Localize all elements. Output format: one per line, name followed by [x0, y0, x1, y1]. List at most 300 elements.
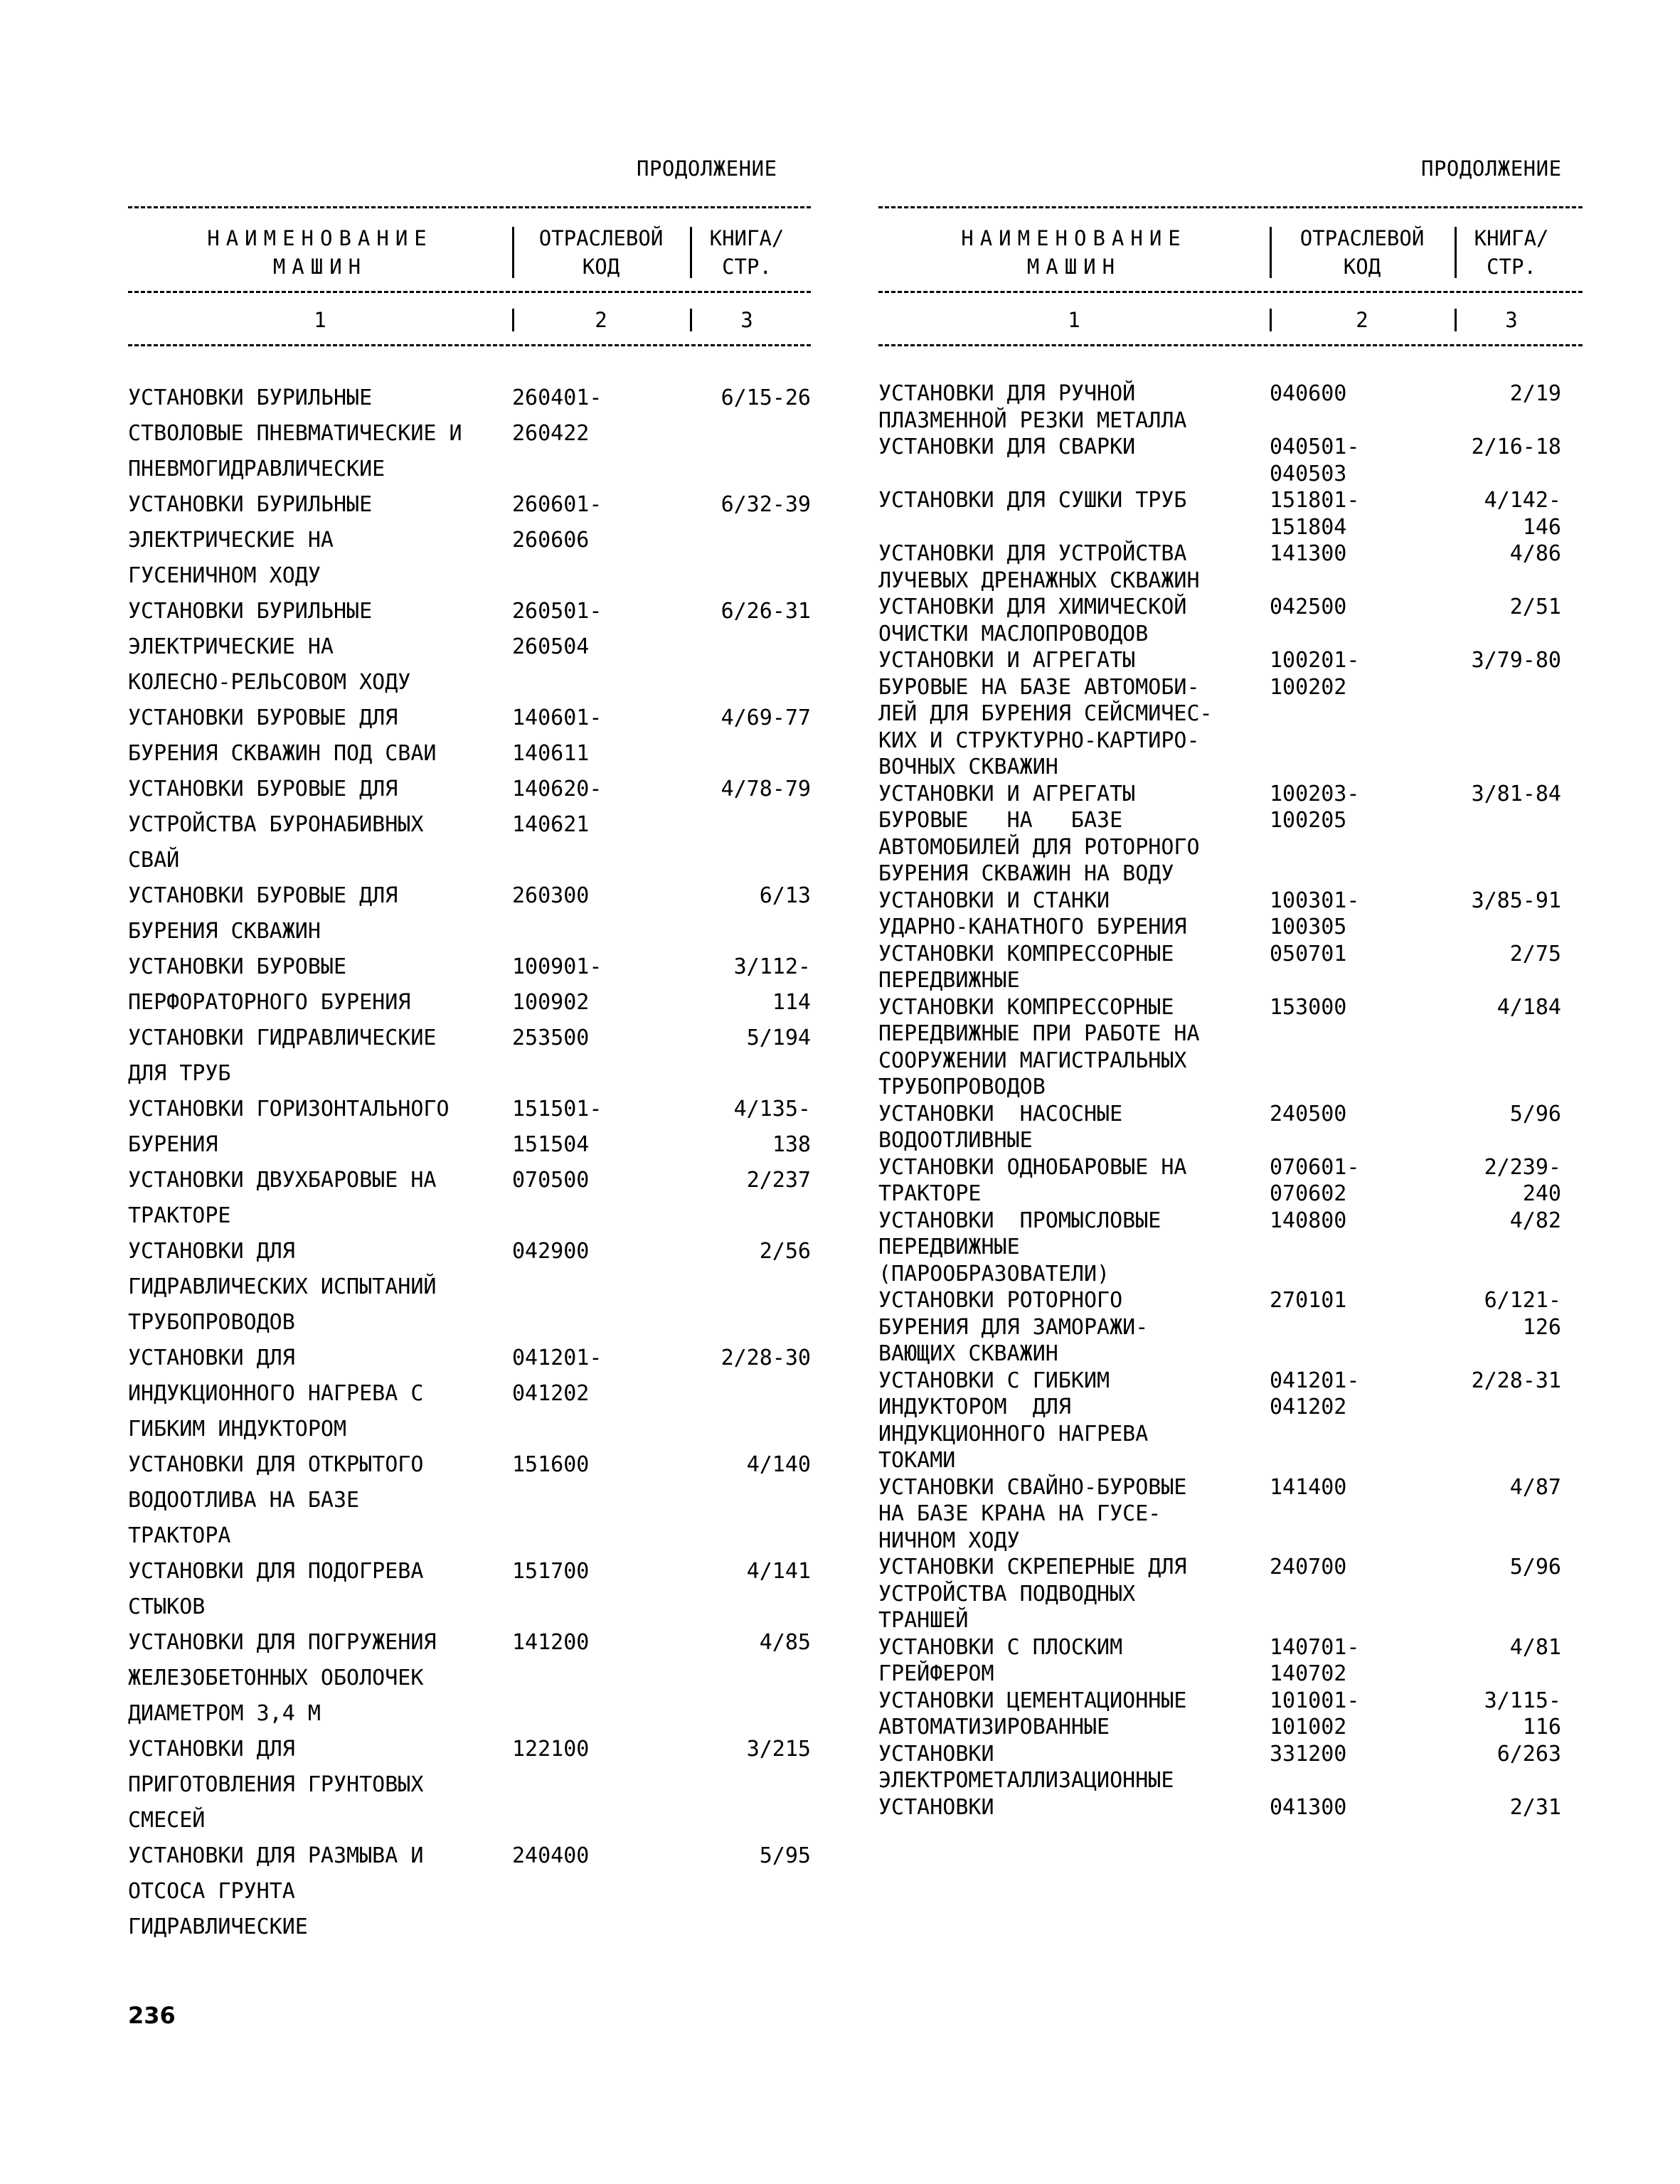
book-page-line: 116 — [1522, 1715, 1561, 1740]
book-page-line: 146 — [1522, 514, 1561, 540]
book-page-line: 6/121- — [1484, 1288, 1561, 1313]
industry-code — [1270, 647, 1447, 781]
industry-code-line: 151501- — [512, 1097, 602, 1122]
machine-name-line: УСТАНОВКИ ПРОМЫСЛОВЫЕ — [878, 1208, 1161, 1233]
industry-code-line: 141200 — [512, 1630, 590, 1655]
book-page — [1447, 1794, 1561, 1821]
industry-code — [1270, 941, 1447, 994]
book-page — [1447, 1741, 1561, 1794]
industry-code — [1270, 434, 1447, 487]
machine-name — [878, 1794, 1270, 1821]
book-page-line: 3/115- — [1484, 1688, 1561, 1713]
machine-name-line: ПЛАЗМЕННОЙ РЕЗКИ МЕТАЛЛА — [878, 407, 1187, 433]
machine-name — [878, 1554, 1270, 1634]
industry-code — [512, 1021, 697, 1092]
machine-name-line: ПЕРЕДВИЖНЫЕ — [878, 968, 1020, 993]
machine-name — [128, 1021, 512, 1092]
machine-name — [128, 1234, 512, 1341]
industry-code-line: 260601- — [512, 492, 602, 517]
header-code: ОТРАСЛЕВОЙ КОД — [512, 224, 690, 281]
book-page-line: 4/184 — [1496, 994, 1561, 1020]
machine-name — [128, 594, 512, 701]
book-page — [1447, 1474, 1561, 1555]
table-row — [878, 1688, 1583, 1741]
machine-name-line: УСТАНОВКИ КОМПРЕССОРНЫЕ — [878, 994, 1174, 1020]
machine-name — [128, 1838, 512, 1945]
table-row — [128, 1625, 811, 1732]
header-code: ОТРАСЛЕВОЙ КОД — [1270, 224, 1455, 281]
industry-code-line: 260422 — [512, 421, 590, 446]
book-page-line: 5/95 — [759, 1843, 811, 1868]
machine-name-line: ТРАКТОРЕ — [128, 1203, 231, 1228]
book-page-line: 114 — [772, 990, 811, 1015]
industry-code-line: 140702 — [1270, 1661, 1347, 1686]
machine-name-line: ИНДУКЦИОННОГО НАГРЕВА — [878, 1421, 1149, 1447]
machine-name-line: ИНДУКТОРОМ ДЛЯ — [878, 1395, 1071, 1419]
book-page-line: 6/13 — [759, 883, 811, 908]
book-page-line: 2/56 — [759, 1239, 811, 1264]
book-page — [697, 878, 811, 949]
table-row — [878, 1287, 1583, 1368]
industry-code-line: 140611 — [512, 741, 590, 766]
machine-name-line: УСТАНОВКИ НАСОСНЫЕ — [878, 1101, 1123, 1126]
machine-name — [878, 487, 1270, 540]
table-row — [878, 1368, 1583, 1474]
book-page-line: 4/86 — [1509, 541, 1561, 566]
machine-name — [128, 701, 512, 772]
book-page — [1447, 781, 1561, 888]
industry-code — [1270, 540, 1447, 594]
machine-name-line: УСТАНОВКИ ГОРИЗОНТАЛЬНОГО — [128, 1097, 450, 1122]
machine-name-line: ГИБКИМ ИНДУКТОРОМ — [128, 1417, 347, 1442]
industry-code — [1270, 1554, 1447, 1634]
machine-name-line: ОТСОСА ГРУНТА — [128, 1879, 295, 1904]
machine-name-line: УСТАНОВКИ ГИДРАВЛИЧЕСКИЕ — [128, 1026, 437, 1050]
machine-name-line: УСТАНОВКИ КОМПРЕССОРНЫЕ — [878, 941, 1174, 966]
industry-code-line: 331200 — [1270, 1741, 1347, 1767]
industry-code-line: 151700 — [512, 1559, 590, 1584]
table-row — [128, 878, 811, 949]
machine-name-line: ТРУБОПРОВОДОВ — [878, 1075, 1046, 1099]
book-page-line: 4/87 — [1509, 1474, 1561, 1500]
book-page — [1447, 1154, 1561, 1208]
machine-name-line: УСТАНОВКИ БУРИЛЬНЫЕ — [128, 385, 373, 410]
industry-code-line: 042900 — [512, 1239, 590, 1264]
book-page — [1447, 1554, 1561, 1634]
machine-name-line: УСТАНОВКИ СВАЙНО-БУРОВЫЕ — [878, 1474, 1187, 1500]
book-page — [1447, 994, 1561, 1101]
machine-name-line: УСТАНОВКИ ДЛЯ РУЧНОЙ — [878, 381, 1136, 406]
book-page — [1447, 1634, 1561, 1688]
book-page — [1447, 380, 1561, 434]
industry-code-line: 041201- — [512, 1346, 602, 1370]
machine-name — [878, 888, 1270, 941]
machine-name-line: БУРОВЫЕ НА БАЗЕ АВТОМОБИ- — [878, 674, 1200, 700]
book-page — [1447, 594, 1561, 647]
book-page — [697, 1447, 811, 1554]
book-page-line: 6/15-26 — [721, 385, 811, 410]
table-row — [878, 1474, 1583, 1555]
machine-name-line: УСТРОЙСТВА ПОДВОДНЫХ — [878, 1581, 1136, 1607]
machine-name-line: ПЕРФОРАТОРНОГО БУРЕНИЯ — [128, 990, 411, 1015]
book-page-line: 4/81 — [1509, 1634, 1561, 1660]
machine-name — [128, 1341, 512, 1447]
machine-name-line: НИЧНОМ ХОДУ — [878, 1528, 1020, 1553]
book-page — [697, 1092, 811, 1163]
industry-code-line: 151504 — [512, 1132, 590, 1157]
book-page-line: 3/81-84 — [1471, 781, 1561, 806]
header-num-3: 3 — [1455, 306, 1568, 334]
book-page-line: 4/135- — [733, 1097, 811, 1122]
industry-code — [1270, 1741, 1447, 1794]
industry-code — [512, 487, 697, 594]
industry-code-line: 100203- — [1270, 781, 1360, 806]
industry-code — [1270, 781, 1447, 888]
table-row — [128, 772, 811, 878]
machine-name-line: ВОДООТЛИВНЫЕ — [878, 1128, 1033, 1153]
table-row — [878, 1741, 1583, 1794]
book-page-line: 2/51 — [1509, 595, 1561, 619]
machine-name-line: ТРАКТОРЕ — [878, 1181, 982, 1206]
machine-name-line: ОЧИСТКИ МАСЛОПРОВОДОВ — [878, 621, 1149, 646]
machine-name-line: СМЕСЕЙ — [128, 1808, 206, 1833]
machine-name-line: УСТАНОВКИ ДЛЯ СВАРКИ — [878, 435, 1136, 459]
machine-name — [878, 1474, 1270, 1555]
machine-name-line: УСТАНОВКИ БУРИЛЬНЫЕ — [128, 492, 373, 517]
machine-name-line: ПЕРЕДВИЖНЫЕ — [878, 1235, 1020, 1259]
table-row — [878, 487, 1583, 540]
table-row — [878, 1154, 1583, 1208]
machine-name-line: УСТАНОВКИ ДЛЯ — [128, 1346, 295, 1370]
table-row — [878, 1101, 1583, 1154]
book-page-line: 4/78-79 — [721, 777, 811, 801]
industry-code-line: 100901- — [512, 954, 602, 979]
industry-code-line: 140620- — [512, 777, 602, 801]
machine-name-line: ЭЛЕКТРИЧЕСКИЕ НА — [128, 634, 334, 659]
machine-name-line: УСТАНОВКИ ДВУХБАРОВЫЕ НА — [128, 1168, 437, 1193]
book-page — [697, 1554, 811, 1625]
table-row — [878, 1554, 1583, 1634]
book-page-line: 2/16-18 — [1471, 435, 1561, 459]
table-row — [128, 1838, 811, 1945]
table-row — [878, 647, 1583, 781]
book-page — [1447, 647, 1561, 781]
industry-code — [1270, 1287, 1447, 1368]
table-row — [878, 941, 1583, 994]
industry-code — [512, 878, 697, 949]
industry-code-line: 040501- — [1270, 435, 1360, 459]
machine-name-line: ВАЮЩИХ СКВАЖИН — [878, 1341, 1058, 1366]
machine-name-line: ТРАКТОРА — [128, 1523, 231, 1548]
machine-name-line: УСТАНОВКИ И АГРЕГАТЫ — [878, 781, 1136, 806]
industry-code-line: 151801- — [1270, 488, 1360, 513]
book-page — [697, 1625, 811, 1732]
machine-name-line: УСТРОЙСТВА БУРОНАБИВНЫХ — [128, 812, 424, 837]
machine-name — [128, 1732, 512, 1838]
machine-name-line: УСТАНОВКИ ДЛЯ — [128, 1737, 295, 1762]
book-page — [1447, 888, 1561, 941]
machine-name-line: УСТАНОВКИ С ПЛОСКИМ — [878, 1634, 1123, 1660]
machine-name — [128, 772, 512, 878]
machine-name — [878, 1741, 1270, 1794]
book-page — [1447, 1368, 1561, 1474]
machine-name-line: ТОКАМИ — [878, 1448, 956, 1473]
industry-code — [1270, 888, 1447, 941]
industry-code-line: 070601- — [1270, 1154, 1360, 1180]
book-page-line: 126 — [1522, 1314, 1561, 1340]
machine-name-line: УСТАНОВКИ ДЛЯ РАЗМЫВА И — [128, 1843, 424, 1868]
machine-name-line: ТРАНШЕЙ — [878, 1608, 969, 1633]
machine-name — [878, 941, 1270, 994]
machine-name — [878, 1368, 1270, 1474]
continuation-label-left: ПРОДОЛЖЕНИЕ — [637, 156, 777, 181]
book-page-line: 5/194 — [746, 1026, 811, 1050]
machine-name-line: УСТАНОВКИ И СТАНКИ — [878, 888, 1110, 913]
industry-code — [512, 949, 697, 1021]
industry-code-line: 070602 — [1270, 1181, 1347, 1206]
table-body-left — [128, 380, 811, 1945]
book-page — [1447, 1101, 1561, 1154]
industry-code — [512, 1732, 697, 1838]
machine-name-line: СТВОЛОВЫЕ ПНЕВМАТИЧЕСКИЕ И — [128, 421, 462, 446]
header-name: НАИМЕНОВАНИЕ МАШИН — [207, 226, 433, 279]
industry-code-line: 100205 — [1270, 808, 1347, 833]
book-page-line: 3/85-91 — [1471, 888, 1561, 913]
machine-name-line: АВТОМОБИЛЕЙ ДЛЯ РОТОРНОГО — [878, 834, 1200, 860]
industry-code-line: 040503 — [1270, 461, 1347, 486]
table-row — [878, 434, 1583, 487]
machine-name — [878, 994, 1270, 1101]
machine-name-line: ВОЧНЫХ СКВАЖИН — [878, 755, 1058, 779]
industry-code — [512, 594, 697, 701]
header-num-3: 3 — [690, 306, 804, 334]
industry-code-line: 050701 — [1270, 941, 1347, 966]
book-page-line: 2/28-31 — [1471, 1368, 1561, 1393]
machine-name — [128, 1092, 512, 1163]
table-row — [128, 1732, 811, 1838]
book-page — [697, 1732, 811, 1838]
machine-name — [878, 594, 1270, 647]
machine-name — [878, 1634, 1270, 1688]
machine-name — [128, 878, 512, 949]
book-page-line: 2/19 — [1509, 381, 1561, 406]
machine-name-line: УСТАНОВКИ — [878, 1741, 994, 1767]
table-row — [128, 1341, 811, 1447]
machine-name — [128, 487, 512, 594]
machine-name-line: КОЛЕСНО-РЕЛЬСОВОМ ХОДУ — [128, 670, 411, 695]
industry-code — [1270, 1688, 1447, 1741]
book-page-line: 240 — [1522, 1181, 1561, 1206]
book-page-line: 2/31 — [1509, 1794, 1561, 1820]
industry-code-line: 140701- — [1270, 1634, 1360, 1660]
page-number: 236 — [128, 2002, 176, 2029]
table-row — [878, 594, 1583, 647]
machine-name-line: УСТАНОВКИ ДЛЯ ОТКРЫТОГО — [128, 1452, 424, 1477]
industry-code — [1270, 1101, 1447, 1154]
machine-name-line: УСТАНОВКИ ДЛЯ — [128, 1239, 295, 1264]
machine-name-line: УСТАНОВКИ С ГИБКИМ — [878, 1368, 1110, 1393]
industry-code — [1270, 380, 1447, 434]
book-page-line: 2/239- — [1484, 1154, 1561, 1180]
machine-name — [878, 1688, 1270, 1741]
table-row — [128, 594, 811, 701]
machine-name-line: ЖЕЛЕЗОБЕТОННЫХ ОБОЛОЧЕК — [128, 1666, 424, 1690]
book-page-line: 5/96 — [1509, 1555, 1561, 1580]
industry-code-line: 240700 — [1270, 1555, 1347, 1580]
industry-code-line: 122100 — [512, 1737, 590, 1762]
book-page — [1447, 434, 1561, 487]
machine-name-line: УСТАНОВКИ ОДНОБАРОВЫЕ НА — [878, 1154, 1187, 1180]
industry-code-line: 240400 — [512, 1843, 590, 1868]
machine-name-line: УСТАНОВКИ ДЛЯ УСТРОЙСТВА — [878, 541, 1187, 566]
table-header-left — [128, 206, 811, 346]
book-page — [697, 772, 811, 878]
table-row — [878, 1634, 1583, 1688]
book-page — [697, 380, 811, 487]
machine-name-line: СТЫКОВ — [128, 1594, 206, 1619]
machine-name — [878, 1101, 1270, 1154]
industry-code-line: 101002 — [1270, 1715, 1347, 1740]
table-body-right — [878, 380, 1583, 1821]
industry-code-line: 153000 — [1270, 994, 1347, 1020]
machine-name-line: УСТАНОВКИ — [878, 1794, 994, 1820]
book-page — [1447, 1287, 1561, 1368]
machine-name — [878, 647, 1270, 781]
table-row — [128, 1234, 811, 1341]
machine-name — [878, 1154, 1270, 1208]
table-row — [128, 1021, 811, 1092]
book-page-line: 2/28-30 — [721, 1346, 811, 1370]
industry-code-line: 151600 — [512, 1452, 590, 1477]
machine-name-line: ПНЕВМОГИДРАВЛИЧЕСКИЕ — [128, 457, 386, 481]
industry-code-line: 260504 — [512, 634, 590, 659]
book-page — [697, 1838, 811, 1945]
machine-name-line: КИХ И СТРУКТУРНО-КАРТИРО- — [878, 728, 1200, 753]
industry-code-line: 140621 — [512, 812, 590, 837]
industry-code-line: 100201- — [1270, 648, 1360, 673]
industry-code — [512, 380, 697, 487]
industry-code — [1270, 1208, 1447, 1288]
machine-name-line: УСТАНОВКИ ДЛЯ ПОГРУЖЕНИЯ — [128, 1630, 437, 1655]
machine-name — [878, 1208, 1270, 1288]
machine-name-line: ИНДУКЦИОННОГО НАГРЕВА С — [128, 1381, 424, 1406]
machine-name — [128, 380, 512, 487]
table-row — [878, 380, 1583, 434]
industry-code — [512, 1092, 697, 1163]
table-row — [128, 380, 811, 487]
book-page — [1447, 1688, 1561, 1741]
header-num-2: 2 — [1270, 306, 1455, 334]
machine-name-line: ЛЕЙ ДЛЯ БУРЕНИЯ СЕЙСМИЧЕС- — [878, 701, 1213, 726]
industry-code-line: 041201- — [1270, 1368, 1360, 1393]
machine-name-line: БУРОВЫЕ НА БАЗЕ — [878, 808, 1123, 833]
book-page — [697, 1341, 811, 1447]
industry-code-line: 040600 — [1270, 381, 1347, 406]
machine-name-line: ПРИГОТОВЛЕНИЯ ГРУНТОВЫХ — [128, 1772, 424, 1797]
machine-name-line: БУРЕНИЯ СКВАЖИН НА ВОДУ — [878, 861, 1174, 886]
book-page — [697, 701, 811, 772]
book-page-line: 4/69-77 — [721, 705, 811, 730]
book-page-line: 2/75 — [1509, 941, 1561, 966]
industry-code — [512, 701, 697, 772]
machine-name-line: БУРЕНИЯ — [128, 1132, 218, 1157]
book-page — [697, 487, 811, 594]
industry-code-line: 041202 — [512, 1381, 590, 1406]
industry-code-line: 101001- — [1270, 1688, 1360, 1713]
book-page-line: 6/32-39 — [721, 492, 811, 517]
industry-code — [512, 1341, 697, 1447]
machine-name-line: УСТАНОВКИ СКРЕПЕРНЫЕ ДЛЯ — [878, 1555, 1187, 1580]
header-book-page: КНИГА/ СТР. — [1455, 224, 1568, 281]
industry-code-line: 041202 — [1270, 1395, 1347, 1419]
book-page-line: 4/85 — [759, 1630, 811, 1655]
header-num-1: 1 — [314, 308, 326, 332]
industry-code — [512, 1163, 697, 1234]
machine-name — [128, 1625, 512, 1732]
book-page — [697, 594, 811, 701]
industry-code-line: 042500 — [1270, 595, 1347, 619]
table-row — [128, 1554, 811, 1625]
machine-name-line: ГИДРАВЛИЧЕСКИЕ — [128, 1914, 308, 1939]
industry-code-line: 141300 — [1270, 541, 1347, 566]
table-row — [128, 1163, 811, 1234]
book-page-line: 6/263 — [1496, 1741, 1561, 1767]
industry-code-line: 041300 — [1270, 1794, 1347, 1820]
industry-code-line: 100202 — [1270, 674, 1347, 700]
industry-code-line: 140601- — [512, 705, 602, 730]
industry-code — [512, 1554, 697, 1625]
table-row — [878, 1208, 1583, 1288]
book-page — [697, 1021, 811, 1092]
machine-name — [128, 1554, 512, 1625]
industry-code — [1270, 1474, 1447, 1555]
machine-name-line: УСТАНОВКИ ДЛЯ ПОДОГРЕВА — [128, 1559, 424, 1584]
machine-name-line: УДАРНО-КАНАТНОГО БУРЕНИЯ — [878, 915, 1187, 939]
table-row — [128, 701, 811, 772]
machine-name-line: УСТАНОВКИ ЦЕМЕНТАЦИОННЫЕ — [878, 1688, 1187, 1713]
machine-name-line: УСТАНОВКИ БУРОВЫЕ — [128, 954, 347, 979]
header-num-2: 2 — [512, 306, 690, 334]
machine-name-line: ЛУЧЕВЫХ ДРЕНАЖНЫХ СКВАЖИН — [878, 568, 1200, 593]
machine-name-line: ДЛЯ ТРУБ — [128, 1061, 231, 1086]
machine-name — [878, 434, 1270, 487]
machine-name — [878, 781, 1270, 888]
book-page — [697, 1163, 811, 1234]
table-row — [128, 487, 811, 594]
machine-name-line: УСТАНОВКИ И АГРЕГАТЫ — [878, 648, 1136, 673]
book-page-line: 3/215 — [746, 1737, 811, 1762]
header-num-1: 1 — [1068, 308, 1080, 332]
machine-name-line: (ПАРООБРАЗОВАТЕЛИ) — [878, 1261, 1110, 1287]
industry-code — [512, 772, 697, 878]
book-page-line: 3/79-80 — [1471, 648, 1561, 673]
machine-name-line: ТРУБОПРОВОДОВ — [128, 1310, 295, 1335]
table-row — [878, 781, 1583, 888]
book-page-line: 4/82 — [1509, 1208, 1561, 1233]
machine-name — [878, 540, 1270, 594]
machine-name-line: БУРЕНИЯ СКВАЖИН ПОД СВАИ — [128, 741, 437, 766]
table-row — [878, 994, 1583, 1101]
industry-code-line: 100902 — [512, 990, 590, 1015]
machine-name-line: ДИАМЕТРОМ 3,4 М — [128, 1701, 321, 1726]
industry-code-line: 140800 — [1270, 1208, 1347, 1233]
industry-code — [1270, 487, 1447, 540]
industry-code-line: 141400 — [1270, 1474, 1347, 1500]
industry-code — [1270, 1794, 1447, 1821]
industry-code — [1270, 1368, 1447, 1474]
machine-name-line: УСТАНОВКИ ДЛЯ СУШКИ ТРУБ — [878, 488, 1187, 513]
industry-code-line: 253500 — [512, 1026, 590, 1050]
